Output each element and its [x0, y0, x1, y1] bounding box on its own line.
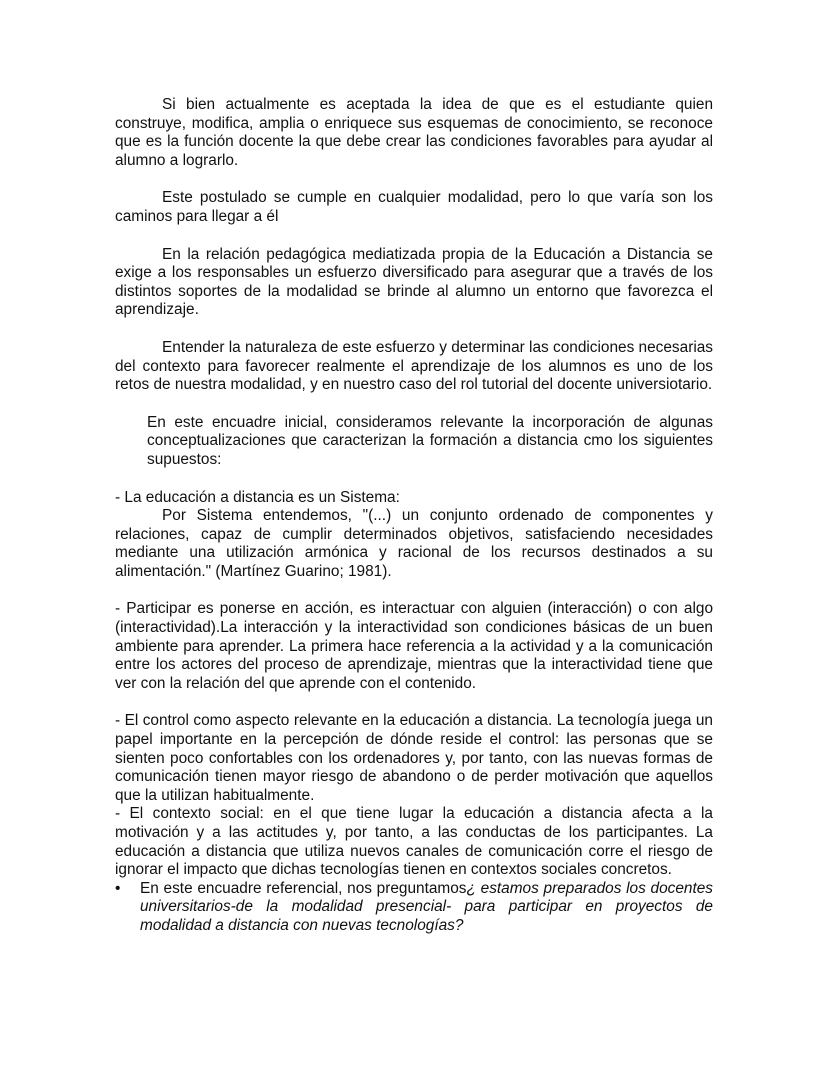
paragraph-encuadre-inicial: En este encuadre inicial, consideramos relevante la incorporación de algunas conceptualizaciones que caracterizan la formación a distancia cmo los siguientes supuestos:: [147, 413, 713, 468]
item-control: - El control como aspecto relevante en la educación a distancia. La tecnología juega un papel importante en la percepción de dónde reside el control: las personas que se sienten poco confortables con los ordenadores y, por tanto, con las nuevas formas de comunicación tienen mayor riesgo de abandono o de perder motivación que aquellos que la utilizan habitualmente.: [115, 712, 713, 804]
paragraph-relacion-pedagogica: En la relación pedagógica mediatizada propia de la Educación a Distancia se exige a los responsables un esfuerzo diversificado para asegurar que a través de los distintos soportes de la modalidad se brinde al alumno un entorno que favorezca el aprendizaje.: [115, 245, 713, 319]
document-page: [115, 96, 713, 936]
bullet-icon: •: [115, 879, 121, 897]
bullet-question-text: ¿ estamos preparados los docentes universitarios-de la modalidad presencial- para participar en proyectos de modalidad a distancia con nuevas tecnologías?: [140, 879, 713, 934]
item-sistema-body: Por Sistema entendemos, "(...) un conjunto ordenado de componentes y relaciones, capaz de cumplir determinados objetivos, satisfaciendo necesidades mediante una utilización armónica y racional de los recursos destinados a su alimentación." (Martínez Guarino; 1981).: [115, 507, 713, 580]
paragraph-naturaleza-esfuerzo: Entender la naturaleza de este esfuerzo y determinar las condiciones necesarias del contexto para favorecer realmente el aprendizaje de los alumnos es uno de los retos de nuestra modalidad, y en nuestro caso del rol tutorial del docente universiotario.: [115, 338, 713, 394]
item-contexto-social: - El contexto social: en el que tiene lugar la educación a distancia afecta a la motivación y a las actitudes y, por tanto, a las conductas de los participantes. La educación a distancia que utiliza nuevos canales de comunicación corre el riesgo de ignorar el impacto que dichas tecnologías tienen en contextos sociales concretos.: [115, 805, 713, 879]
item-sistema-title: - La educación a distancia es un Sistema:: [115, 488, 400, 506]
item-participar: - Participar es ponerse en acción, es interactuar con alguien (interacción) o con algo (interactividad).La interacción y la interactividad son condiciones básicas de un buen ambiente para aprender. La primera hace referencia a la actividad y a la comunicación entre los actores del proceso de aprendizaje, mientras que la interactividad tiene que ver con la relación del que aprende con el contenido.: [115, 600, 713, 692]
bullet-lead-text: En este encuadre referencial, nos preguntamos: [140, 879, 467, 897]
paragraph-intro: Si bien actualmente es aceptada la idea de que es el estudiante quien construye, modifica, amplia o enriquece sus esquemas de conocimiento, se reconoce que es la función docente la que debe crear las condiciones favorables para ayudar al alumno a lograrlo.: [115, 96, 713, 169]
paragraph-postulado: Este postulado se cumple en cualquier modalidad, pero lo que varía son los caminos para llegar a él: [115, 189, 713, 225]
bullet-question-item: [115, 880, 713, 936]
